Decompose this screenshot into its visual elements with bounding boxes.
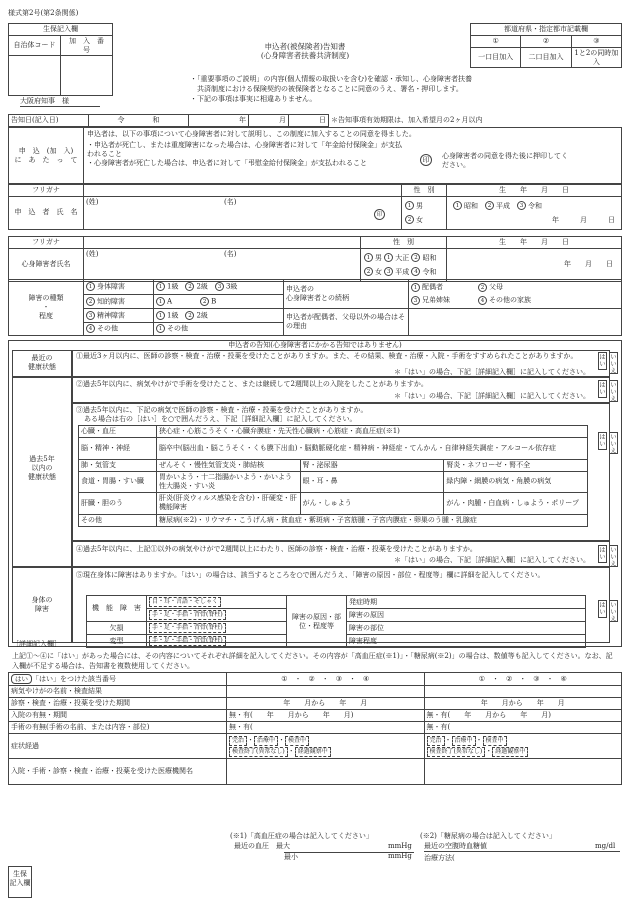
detail-h1: 「はい」をつけた該当番号 xyxy=(32,675,116,683)
status-observe[interactable]: 経過観察中 xyxy=(295,747,331,757)
intro-text xyxy=(190,74,472,104)
q1-yes-button[interactable]: はい xyxy=(599,354,606,368)
q5-text: ⑤現在身体に障害はありますか。「はい」の場合は、該当するところを○で囲んだうえ、「障害の原因・部位・程度等」欄に詳細を記入してください。 xyxy=(76,571,545,579)
bp-unit: mmHg xyxy=(388,852,412,860)
intro-line: ・「重要事項のご説明」の内容(個人情報の取扱いを含む)を確認・承知し、心身障害者扶養 xyxy=(190,75,472,83)
date-day[interactable]: 日 xyxy=(289,115,329,127)
birth-day[interactable]: 日 xyxy=(606,260,613,269)
date-label: 告知日(記入日) xyxy=(9,115,89,127)
disease-list: がん・肉腫・白血病・しゅよう・ポリープ xyxy=(444,492,588,514)
agreement-bullet2: ・心身障害者が死亡した場合は、申込者に対して「弔慰金給付保険金」が支払われること xyxy=(87,159,367,168)
yes-option[interactable]: 有 xyxy=(440,711,448,720)
rel-spouse[interactable]: 配偶者 xyxy=(422,283,443,291)
bp-max: 最大 xyxy=(276,842,290,850)
disability-dot: ・ xyxy=(42,303,50,312)
agreement-label: 申 込 (加 入) に あ た っ て xyxy=(9,128,84,184)
disease-cat: 眼・耳・鼻 xyxy=(300,472,444,493)
prefecture-box xyxy=(470,23,622,68)
disability-type-label: 障害の種類 xyxy=(28,294,64,303)
intro-line: ・下記の事項は事実に相違ありません。 xyxy=(190,95,317,103)
pref-l2: 二口目加入 xyxy=(521,47,571,68)
type-other[interactable]: その他 xyxy=(97,324,118,333)
q3-subtext: ある場合は右の［はい］を○で囲んだうえ、下記［詳細記入欄］に記入してください。 xyxy=(84,415,357,423)
body-label: 身体の 障害 xyxy=(31,596,53,613)
disabled-birth-label: 生 年 月 日 xyxy=(447,237,622,249)
era-reiwa[interactable]: 令和 xyxy=(528,201,542,210)
status-testing[interactable]: 検査中 xyxy=(483,736,507,746)
yes-option[interactable]: 有 xyxy=(440,723,448,732)
pref-n2[interactable]: ② xyxy=(521,35,571,47)
detail-table: はい 「はい」をつけた該当番号 ① ・ ② ・ ③ ・ ④ ① ・ ② ・ ③ ・ ④ 病気やけがの名前・検査結果 診察・検査・治療・投薬を受けた期間 年 月から 年 月 年 月から 年 月 入院の有無・期間 無・有( 年 月から 年 月) 無・有( 年 月から 年 月) 手術の有無(手術の名前、または内容・部位) 無・有( 無・有( 症状経過 完治 ・ 治療中 ・ 検査中 検査終了(異常なし) ・ 経過観察中 完治 ・ 治療中 ・ 検査中 検査終了(異常なし) ・ 経過観察中 入院・手術・診察・検査・治療・投薬を受けた医療機関名 xyxy=(8,672,622,785)
onset-label: 発症時期 xyxy=(347,596,586,609)
detail-nums-b[interactable]: ① ・ ② ・ ③ ・ ④ xyxy=(424,673,622,686)
date-row xyxy=(8,114,622,127)
grade-a[interactable]: A xyxy=(167,297,173,306)
r1-field-a[interactable] xyxy=(227,686,425,698)
q3-no-button[interactable]: いいえ xyxy=(610,434,617,455)
q4-no-button[interactable]: いいえ xyxy=(610,547,617,568)
rel-parent[interactable]: 父母 xyxy=(489,283,503,291)
disease-list: 脳卒中(脳出血・脳こうそく・くも膜下出血)・脳動脈硬化症・精神病・神経症・てんかん・自律神経失調症・アルコール依存症 xyxy=(157,438,588,460)
cause-item: 障害の原因 xyxy=(347,609,586,622)
disease-table xyxy=(78,425,588,527)
female-option[interactable]: 女 xyxy=(375,267,382,276)
hospital-field-b[interactable] xyxy=(424,759,622,785)
yes-option[interactable]: 有 xyxy=(243,723,250,732)
none-option[interactable]: 無 xyxy=(426,711,434,720)
date-month[interactable]: 月 xyxy=(249,115,289,127)
stamp-icon: 印 xyxy=(420,154,432,166)
bp-min: 最小 xyxy=(284,852,414,862)
status-treating[interactable]: 治療中 xyxy=(452,736,476,746)
body-part-eye-ear[interactable]: 目・耳・言語・そしゃく xyxy=(149,597,221,607)
seiho-title: 生保記入欄 xyxy=(9,24,113,36)
rel-other[interactable]: その他の家族 xyxy=(489,296,531,304)
detail-r4: 手術の有無(手術の名前、または内容・部位) xyxy=(9,722,227,734)
grade-b[interactable]: B xyxy=(211,297,217,306)
q2-yes-button[interactable]: はい xyxy=(599,382,606,396)
seiho-col1: 自治体コード xyxy=(9,35,61,56)
disease-cat: 腎・泌尿器 xyxy=(300,460,444,472)
disabled-furigana-label: フリガナ xyxy=(9,237,84,249)
era-showa[interactable]: 昭和 xyxy=(464,201,478,210)
era-taisho[interactable]: 大正 xyxy=(395,253,410,262)
disabled-section: フリガナ 性 別 生 年 月 日 心身障害者氏名 (姓) (名) 1 男 1 大正 2 昭和 2 女 3 平成 4 令和 年 月 日 xyxy=(8,236,622,282)
part-item: 障害の部位 xyxy=(347,622,586,635)
male-option[interactable]: 男 xyxy=(375,253,382,262)
detail-r3: 入院の有無・期間 xyxy=(9,710,227,722)
seiho-bottom-label: 生保 記入欄 xyxy=(9,870,31,887)
disability-label xyxy=(9,280,84,336)
detail-r6: 入院・手術・診察・検査・治療・投薬を受けた医療機関名 xyxy=(9,759,227,785)
q4-note: ＊「はい」の場合、下記［詳細記入欄］に記入してください。 xyxy=(394,556,590,564)
grade-3[interactable]: 3級 xyxy=(225,282,238,291)
seiho-col2: 加 入 番 号 xyxy=(61,35,113,56)
mental-grade-2[interactable]: 2級 xyxy=(196,311,208,320)
q2-note: ＊「はい」の場合、下記［詳細記入欄］に記入してください。 xyxy=(394,392,590,400)
yes-option[interactable]: 有 xyxy=(243,711,250,720)
pref-l1: 一口目加入 xyxy=(471,47,521,68)
era-showa[interactable]: 昭和 xyxy=(422,253,437,262)
sei-label: (姓) xyxy=(86,197,99,206)
other-option[interactable]: その他 xyxy=(167,324,188,333)
title-main: 申込者(被保険者)告知書 xyxy=(264,42,346,51)
status-done[interactable]: 検査終了(異常なし) xyxy=(229,747,288,757)
degree-item: 障害程度 xyxy=(347,635,586,648)
pref-l3: 1と2の同時加入 xyxy=(571,47,621,68)
disease-cat: 脳・精神・神経 xyxy=(79,438,157,460)
deform-label: 変型 xyxy=(87,635,147,648)
form-number: 様式第2号(第2条関係) xyxy=(8,9,79,17)
reason-field[interactable] xyxy=(409,309,622,336)
disease-list: 緑内障・網膜の病気・角膜の病気 xyxy=(444,472,588,493)
glucose-label: 最近の空腹時血糖値 xyxy=(424,842,620,852)
q1-text: ①最近3ヶ月以内に、医師の診察・検査・治療・投薬を受けたことがありますか。また、その結果、検査・治療・入院・手術をすすめられたことがありますか。 xyxy=(76,352,578,360)
mental-grade-1[interactable]: 1級 xyxy=(167,311,179,320)
mei-label: (名) xyxy=(224,249,237,258)
agreement-stamp[interactable] xyxy=(420,154,434,166)
type-physical[interactable]: 身体障害 xyxy=(97,282,125,291)
detail-r1: 病気やけがの名前・検査結果 xyxy=(9,686,227,698)
disease-cat: 食道・胃腸・すい臓 xyxy=(79,472,157,493)
era-heisei[interactable]: 平成 xyxy=(496,201,510,210)
addressee: 大阪府知事 様 xyxy=(20,97,100,107)
q1-no-button[interactable]: いいえ xyxy=(610,354,617,375)
birth-year[interactable]: 年 xyxy=(564,260,571,269)
status-cured[interactable]: 完治 xyxy=(427,736,445,746)
disease-cat: 肝臓・胆のう xyxy=(79,492,157,514)
note2-title: (※2)「糖尿病の場合は記入してください」 xyxy=(420,832,556,840)
disease-list: 胃かいよう・十二指腸かいよう・かいよう性大腸炎・すい炎 xyxy=(157,472,301,493)
detail-nums-a[interactable]: ① ・ ② ・ ③ ・ ④ xyxy=(227,673,425,686)
notice-title: 申込者の告知(心身障害者にかかる告知ではありません) xyxy=(228,341,402,349)
q1-note: ＊「はい」の場合、下記［詳細記入欄］に記入してください。 xyxy=(394,368,590,376)
bp-label: 最近の血圧 xyxy=(234,842,269,850)
q4-text: ④過去5年以内に、上記①以外の病気やけがで2週間以上にわたり、医師の診察・検査・治療・投薬を受けたことがありますか。 xyxy=(76,545,477,553)
date-era: 令 和 xyxy=(89,115,189,127)
hai-badge: はい xyxy=(11,674,32,684)
hospital-field-a[interactable] xyxy=(227,759,425,785)
detail-text: 上記①～④に「はい」があった場合には、その内容についてそれぞれ詳細を記入してください。その内容が「高血圧症(※1)」・「糖尿病(※2)」の場合は、数値等も記入してください。なお、記入欄が不足する場合は、告知書を複数使用してください。 xyxy=(12,652,613,670)
birth-year[interactable]: 年 xyxy=(552,215,559,224)
applicant-name-label: 申 込 者 氏 名 xyxy=(9,196,84,229)
disease-list: 腎炎・ネフローゼ・腎不全 xyxy=(444,460,588,472)
agreement-line: 申込者は、以下の事項について心身障害者に対して説明し、この制度に加入することの同意を得ました。 xyxy=(87,130,416,138)
disabled-sex-label: 性 別 xyxy=(361,237,447,249)
none-option[interactable]: 無 xyxy=(229,711,236,720)
detail-title: ［詳細記入欄］ xyxy=(12,640,61,648)
detail-r5: 症状経過 xyxy=(9,734,227,759)
pref-n1[interactable]: ① xyxy=(471,35,521,47)
r1-field-b[interactable] xyxy=(424,686,622,698)
relation-label: 申込者の 心身障害者との続柄 xyxy=(284,280,409,309)
body-table xyxy=(86,595,586,648)
cause-label: 障害の原因・部位・程度等 xyxy=(287,596,347,648)
disease-list: 狭心症・心筋こうそく・心臓弁膜症・先天性心臓病・心筋症・高血圧症(※1) xyxy=(157,426,588,438)
era-heisei[interactable]: 平成 xyxy=(395,267,410,276)
note1-title: (※1)「高血圧症の場合は記入してください」 xyxy=(230,832,373,840)
q5-yes-button[interactable]: はい xyxy=(599,602,606,616)
title-sub: (心身障害者扶養共済制度) xyxy=(260,51,350,60)
intro-line: 共済制度における保険契約の被保険者となることに同意のうえ、署名・押印します。 xyxy=(190,85,463,93)
applicant-name-field[interactable] xyxy=(84,196,402,229)
disease-list: ぜんそく・慢性気管支炎・肺結核 xyxy=(157,460,301,472)
grade-1[interactable]: 1級 xyxy=(167,282,179,291)
disability-degree-label: 程度 xyxy=(39,311,53,320)
past5-label: 過去5年 以内の 健康状態 xyxy=(28,455,56,481)
municipality-code-field[interactable] xyxy=(9,56,61,96)
q5-no-button[interactable]: いいえ xyxy=(610,602,617,623)
body-part-limbs[interactable]: 手・足・手指・背骨(脊柱) xyxy=(149,610,226,620)
agreement-right-note: 心身障害者の同意を得た後に押印してください。 xyxy=(442,152,568,169)
body-part-limbs[interactable]: 手・足・手指・背骨(脊柱) xyxy=(149,636,226,646)
disease-list: 糖尿病(※2)・リウマチ・こうげん病・貧血症・紫斑病・子宮筋腫・子宮内膜症・卵巣のう腫・乳腺症 xyxy=(157,514,588,526)
disabled-name-field[interactable] xyxy=(84,248,361,281)
detail-r2: 診察・検査・治療・投薬を受けた期間 xyxy=(9,698,227,710)
treatment-label: 治療方法( xyxy=(424,854,455,862)
q4-yes-button[interactable]: はい xyxy=(599,547,606,561)
q3-yes-button[interactable]: はい xyxy=(599,434,606,448)
none-option[interactable]: 無 xyxy=(229,723,236,732)
disease-list: 肝炎(肝炎ウィルス感染を含む)・肝硬変・肝機能障害 xyxy=(157,492,301,514)
member-number-field[interactable] xyxy=(61,56,113,96)
sei-label: (姓) xyxy=(86,249,99,258)
status-done[interactable]: 検査終了(異常なし) xyxy=(427,747,486,757)
disease-cat: その他 xyxy=(79,514,157,526)
applicant-furigana-label: フリガナ xyxy=(9,185,84,197)
mei-label: (名) xyxy=(224,197,237,206)
disability-section: 障害の種類 ・ 程度 1 身体障害 1 1級 2 2級 3 3級 申込者の 心身障害者との続柄 1 配偶者 2 父母 3 兄弟姉妹 4 その他の家族 2 知的障害 1 A 2 B 3 精神障害 1 1級 2 2級 申込者が配偶者、父母以外の場合はその理由 4 その他 1 その他 xyxy=(8,279,622,336)
birth-month[interactable]: 月 xyxy=(585,260,592,269)
applicant-furigana-field[interactable] xyxy=(84,185,402,197)
rel-sibling[interactable]: 兄弟姉妹 xyxy=(422,296,450,304)
status-treating[interactable]: 治療中 xyxy=(254,736,278,746)
status-observe[interactable]: 経過観察中 xyxy=(492,747,528,757)
applicant-sex-label: 性 別 xyxy=(402,185,447,197)
disabled-name-label: 心身障害者氏名 xyxy=(9,248,84,281)
type-intellectual[interactable]: 知的障害 xyxy=(97,297,125,306)
grade-2[interactable]: 2級 xyxy=(196,282,208,291)
none-option[interactable]: 無 xyxy=(426,723,434,732)
disease-cat: 心臓・血圧 xyxy=(79,426,157,438)
q2-no-button[interactable]: いいえ xyxy=(610,382,617,403)
recent-health-label: 最近の 健康状態 xyxy=(28,354,56,371)
pref-n3[interactable]: ③ xyxy=(571,35,621,47)
applicant-section: フリガナ 性 別 生 年 月 日 申 込 者 氏 名 (姓) (名) 印 1 男 2 女 1 昭和 2 平成 3 令和 年 月 日 xyxy=(8,184,622,230)
q3-text: ③過去5年以内に、下記の病気で医師の診察・検査・治療・投薬を受けたことがありますか。 xyxy=(76,406,368,414)
applicant-birth-label: 生 年 月 日 xyxy=(447,185,622,197)
status-testing[interactable]: 検査中 xyxy=(285,736,309,746)
bp-unit: mmHg xyxy=(388,842,412,850)
status-cured[interactable]: 完治 xyxy=(229,736,247,746)
pref-title: 都道府県・指定都市記載欄 xyxy=(471,24,622,36)
disease-cat: 肺・気管支 xyxy=(79,460,157,472)
loss-label: 欠損 xyxy=(87,622,147,635)
birth-month[interactable]: 月 xyxy=(580,215,587,224)
date-note: ＊告知事項有効期限は、加入希望月の2ヶ月以内 xyxy=(329,115,623,127)
female-option[interactable]: 女 xyxy=(416,215,423,224)
birth-day[interactable]: 日 xyxy=(608,215,615,224)
date-year[interactable]: 年 xyxy=(189,115,249,127)
q2-text: ②過去5年以内に、病気やけがで手術を受けたこと、または継続して2週間以上の入院をしたことがありますか。 xyxy=(76,380,428,388)
reason-label: 申込者が配偶者、父母以外の場合はその理由 xyxy=(284,309,409,336)
agreement-bullet1: ・申込者が死亡し、または重度障害になった場合は、心身障害者に対して「年金給付保険金」が支払われること xyxy=(87,140,402,158)
glucose-unit: mg/dl xyxy=(595,842,616,850)
body-part-limbs[interactable]: 手・足・手指・背骨(脊柱) xyxy=(149,623,226,633)
seiho-box xyxy=(8,23,113,96)
disabled-furigana-field[interactable] xyxy=(84,237,361,249)
type-mental[interactable]: 精神障害 xyxy=(97,311,125,320)
male-option[interactable]: 男 xyxy=(416,201,423,210)
disease-cat: がん・しゅよう xyxy=(300,492,444,514)
applicant-stamp-icon: 印 xyxy=(374,209,385,220)
func-label: 機 能 障 害 xyxy=(87,596,147,622)
era-reiwa[interactable]: 令和 xyxy=(422,267,437,276)
